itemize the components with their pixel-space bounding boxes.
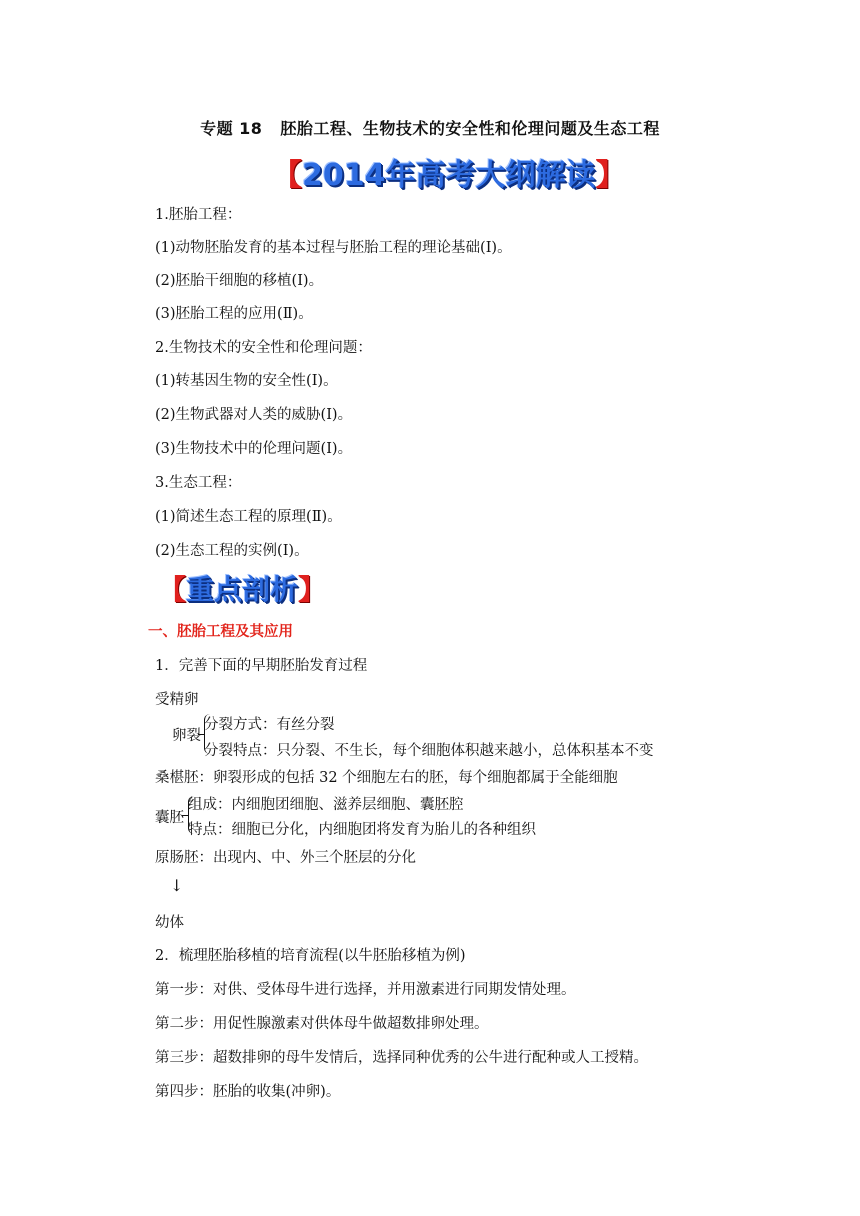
step-line: 第一步：对供、受体母牛进行选择，并用激素进行同期发情处理。 bbox=[155, 982, 576, 998]
outline-line: 3.生态工程： bbox=[155, 475, 242, 491]
cleavage-feature: 分裂特点：只分裂、不生长，每个细胞体积越来越小，总体积基本不变 bbox=[204, 743, 654, 759]
stage-cleavage: 卵裂 bbox=[172, 728, 201, 744]
stage-zygote: 受精卵 bbox=[155, 692, 199, 708]
outline-line: (3)生物技术中的伦理问题(Ⅰ)。 bbox=[155, 441, 353, 457]
blastocyst-feature: 特点：细胞已分化，内细胞团将发育为胎儿的各种组织 bbox=[188, 822, 536, 838]
step-line: 第三步：超数排卵的母牛发情后，选择同种优秀的公牛进行配种或人工授精。 bbox=[155, 1050, 648, 1066]
banner-text: 重点剖析 bbox=[186, 573, 299, 606]
outline-line: 2.生物技术的安全性和伦理问题： bbox=[155, 340, 372, 356]
outline-line: (1)转基因生物的安全性(Ⅰ)。 bbox=[155, 373, 338, 389]
section-heading: 一、胚胎工程及其应用 bbox=[148, 624, 293, 640]
outline-line: (1)简述生态工程的原理(Ⅱ)。 bbox=[155, 509, 342, 525]
cleavage-mode: 分裂方式：有丝分裂 bbox=[204, 717, 335, 733]
title-text: 胚胎工程、生物技术的安全性和伦理问题及生态工程 bbox=[280, 119, 660, 138]
step-line: 第四步：胚胎的收集(冲卵)。 bbox=[155, 1084, 341, 1100]
banner-close-bracket: 】 bbox=[298, 573, 327, 606]
stage-morula: 桑椹胚：卵裂形成的包括 32 个细胞左右的胚，每个细胞都属于全能细胞 bbox=[155, 770, 618, 786]
stage-gastrula: 原肠胚：出现内、中、外三个胚层的分化 bbox=[155, 850, 416, 866]
outline-line: (2)生态工程的实例(Ⅰ)。 bbox=[155, 543, 309, 559]
banner-open-bracket: 【 bbox=[158, 573, 187, 606]
banner-close-bracket: 】 bbox=[595, 158, 626, 193]
outline-banner bbox=[272, 150, 626, 194]
list-item: 2．梳理胚胎移植的培育流程(以牛胚胎移植为例) bbox=[155, 948, 466, 964]
arrow-down-icon: ↓ bbox=[170, 876, 184, 895]
document-title bbox=[0, 116, 860, 139]
title-number: 18 bbox=[239, 119, 263, 138]
list-item: 1．完善下面的早期胚胎发育过程 bbox=[155, 658, 368, 674]
stage-fetus: 幼体 bbox=[155, 915, 184, 931]
analysis-banner bbox=[158, 568, 326, 608]
outline-line: (1)动物胚胎发育的基本过程与胚胎工程的理论基础(Ⅰ)。 bbox=[155, 240, 512, 256]
outline-line: (3)胚胎工程的应用(Ⅱ)。 bbox=[155, 306, 313, 322]
stage-blastocyst: 囊胚 bbox=[155, 810, 184, 826]
banner-open-bracket: 【 bbox=[272, 158, 302, 193]
banner-text: 2014年高考大纲解读 bbox=[302, 158, 596, 193]
outline-line: 1.胚胎工程： bbox=[155, 207, 242, 223]
outline-line: (2)生物武器对人类的威胁(Ⅰ)。 bbox=[155, 407, 353, 423]
blastocyst-composition: 组成：内细胞团细胞、滋养层细胞、囊胚腔 bbox=[188, 797, 464, 813]
title-prefix: 专题 bbox=[200, 119, 234, 138]
outline-line: (2)胚胎干细胞的移植(Ⅰ)。 bbox=[155, 273, 324, 289]
step-line: 第二步：用促性腺激素对供体母牛做超数排卵处理。 bbox=[155, 1016, 489, 1032]
